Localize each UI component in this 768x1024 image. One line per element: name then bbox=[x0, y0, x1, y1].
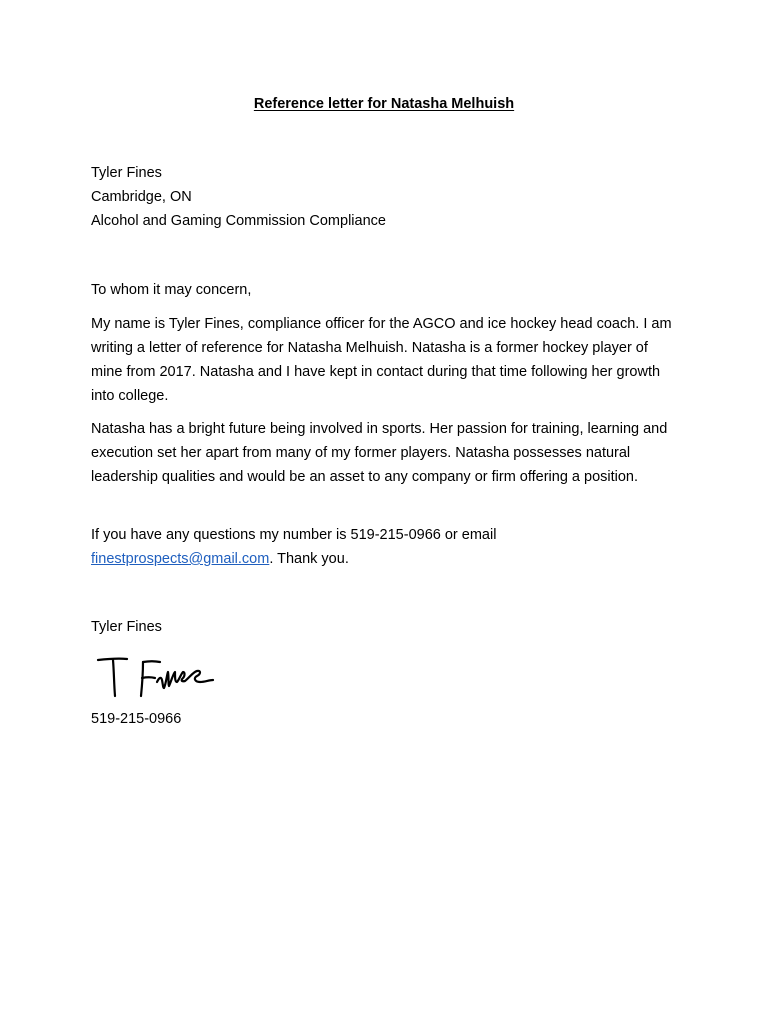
closing-thanks: . Thank you. bbox=[269, 551, 349, 567]
contact-text: If you have any questions my number is 519-215-0966 or email bbox=[91, 527, 497, 543]
sender-name: Tyler Fines bbox=[91, 165, 162, 181]
paragraph-recommendation: Natasha has a bright future being involved in sports. Her passion for training, learning and execution set her apart from many of my former players. Natasha possesses natural leadership qualities and would be an asset to any company or firm offering a position. bbox=[91, 421, 668, 485]
handwritten-signature bbox=[93, 652, 223, 702]
phone-number: 519-215-0966 bbox=[91, 711, 182, 727]
paragraph-introduction: My name is Tyler Fines, compliance officer for the AGCO and ice hockey head coach. I am writing a letter of reference for Natasha Melhuish. Natasha is a former hockey player of mine from 2017. Natasha and I have kept in contact during that time following her growth into college. bbox=[91, 316, 672, 404]
letter-title-text: Reference letter for Natasha Melhuish bbox=[253, 96, 515, 112]
sender-block bbox=[91, 161, 681, 233]
sender-location: Cambridge, ON bbox=[91, 189, 192, 205]
letter-title bbox=[0, 95, 768, 113]
paragraph-contact bbox=[91, 523, 681, 571]
sender-organization: Alcohol and Gaming Commission Compliance bbox=[91, 213, 386, 229]
signoff-name: Tyler Fines bbox=[91, 619, 162, 635]
greeting: To whom it may concern, bbox=[91, 282, 252, 298]
email-link[interactable]: finestprospects@gmail.com bbox=[91, 551, 270, 567]
